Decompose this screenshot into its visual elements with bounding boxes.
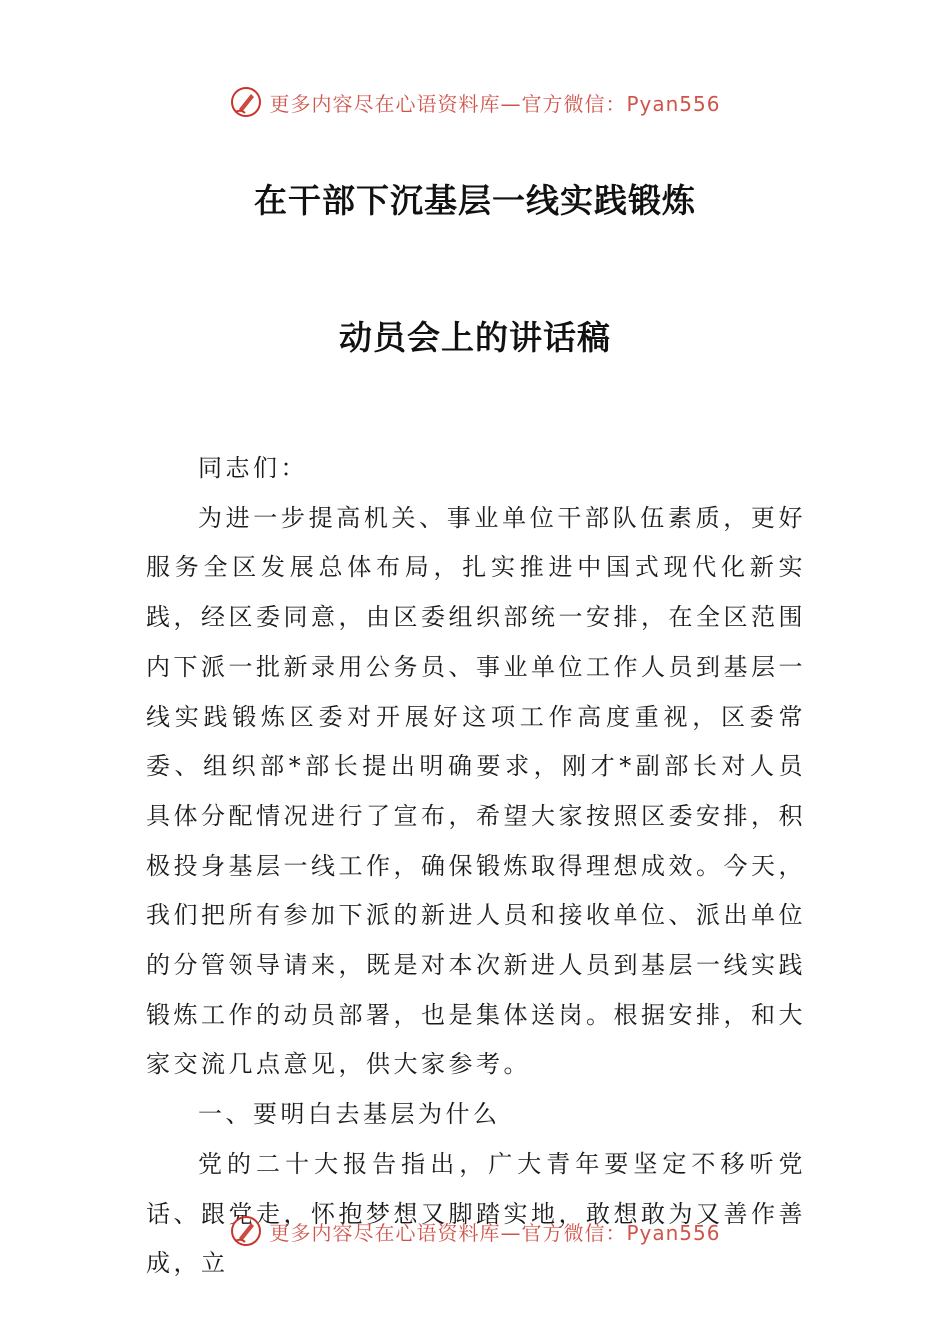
document-title-line-2: 动员会上的讲话稿	[339, 318, 611, 357]
watermark-banner-top	[0, 82, 950, 122]
watermark-text: 更多内容尽在心语资料库—官方微信：Pyan556	[269, 91, 721, 116]
document-title-line-1: 在干部下沉基层一线实践锻炼	[254, 181, 696, 220]
watermark-text: 更多内容尽在心语资料库—官方微信：Pyan556	[269, 1220, 721, 1245]
pen-nib-logo-icon	[229, 1214, 263, 1248]
salutation: 同志们：	[198, 454, 308, 482]
section-heading: 一、要明白去基层为什么	[198, 1100, 501, 1129]
watermark-banner-bottom	[0, 1211, 950, 1251]
paragraph: 党的二十大报告指出，广大青年要坚定不移听党话、跟党走，怀抱梦想又脚踏实地，敢想敢为又善作善成，立	[146, 1149, 806, 1278]
pen-nib-logo-icon	[229, 85, 263, 119]
paragraph: 为进一步提高机关、事业单位干部队伍素质，更好服务全区发展总体布局，扎实推进中国式现代化新实践，经区委同意，由区委组织部统一安排，在全区范围内下派一批新录用公务员、事业单位工作人员到基层一线实践锻炼区委对开展好这项工作高度重视，区委常委、组织部*部长提出明确要求，刚才*副部长对人员具体分配情况进行了宣布，希望大家按照区委安排，积极投身基层一线工作，确保锻炼取得理想成效。今天，我们把所有参加下派的新进人员和接收单位、派出单位的分管领导请来，既是对本次新进人员到基层一线实践锻炼工作的动员部署，也是集体送岗。根据安排，和大家交流几点意见，供大家参考。	[146, 503, 806, 1079]
document-body	[146, 444, 806, 1289]
